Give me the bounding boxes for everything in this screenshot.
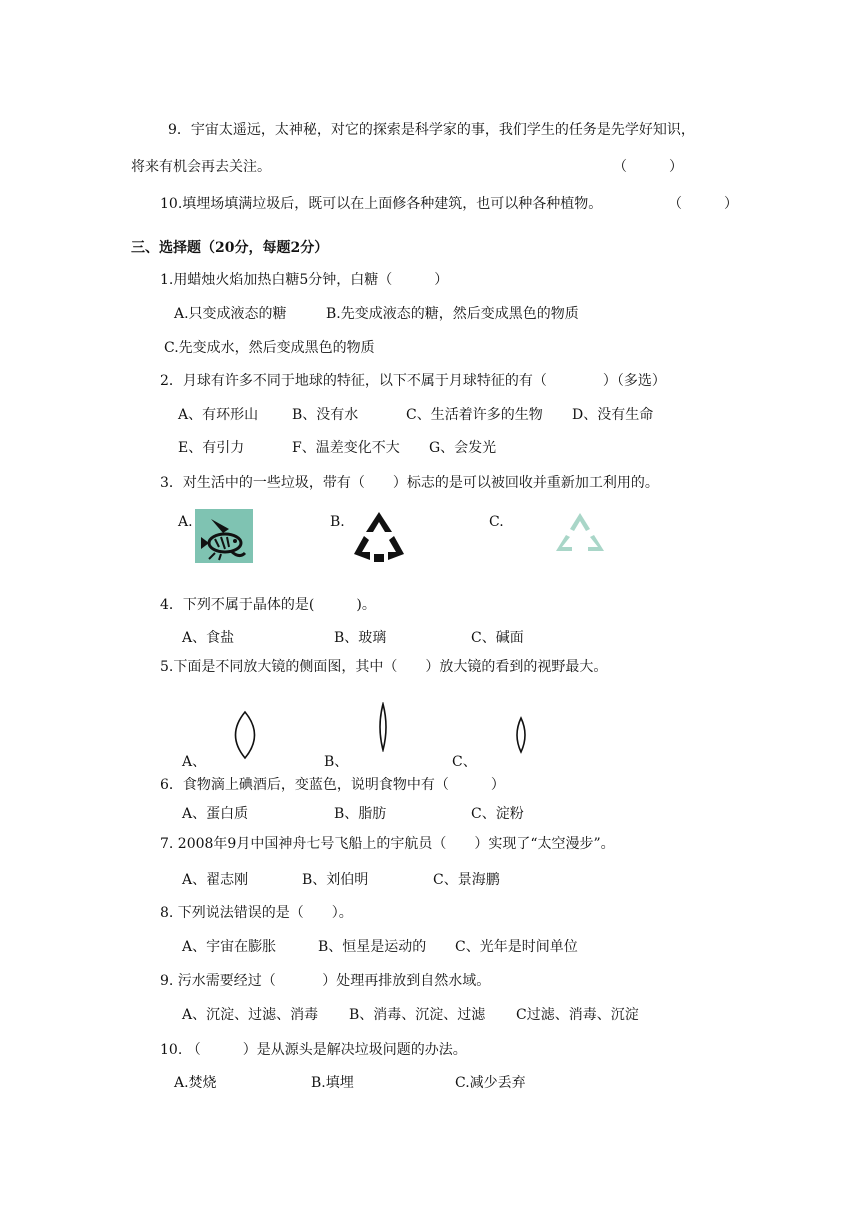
wide-lens-icon — [228, 710, 262, 760]
q5-option-a-label: A、 — [182, 754, 207, 770]
q4-option-a: A、食盐 — [182, 630, 235, 646]
q9-option-a: A、沉淀、过滤、消毒 — [182, 1007, 319, 1023]
q9-option-b: B、消毒、沉淀、过滤 — [349, 1007, 486, 1023]
q9-stem: 9. 污水需要经过（ ）处理再排放到自然水域。 — [160, 973, 491, 989]
q6-option-c: C、淀粉 — [471, 806, 524, 822]
q3-option-b-label: B. — [330, 514, 345, 530]
q1-option-a: A.只变成液态的糖 — [174, 306, 287, 322]
q2-option-d: D、没有生命 — [572, 407, 654, 423]
q5-option-c-label: C、 — [452, 754, 477, 770]
q2-option-c: C、生活着许多的生物 — [406, 407, 543, 423]
q6-stem: 6．食物滴上碘酒后，变蓝色，说明食物中有（ ） — [160, 777, 505, 793]
judge-q10-answer-paren: （ ） — [668, 196, 738, 212]
q2-option-e: E、有引力 — [178, 440, 245, 456]
narrow-lens-icon — [511, 716, 531, 754]
judge-q9-line2: 将来有机会再去关注。 — [131, 159, 271, 175]
q1-option-b: B.先变成液态的糖，然后变成黑色的物质 — [326, 306, 579, 322]
q2-option-f: F、温差变化不大 — [292, 440, 400, 456]
section-title: 三、选择题（20分，每题2分） — [131, 240, 329, 256]
q2-option-a: A、有环形山 — [178, 407, 259, 423]
q4-option-b: B、玻璃 — [334, 630, 387, 646]
q10-stem: 10. （ ）是从源头是解决垃圾问题的办法。 — [160, 1042, 467, 1058]
q1-option-c: C.先变成水，然后变成黑色的物质 — [164, 340, 375, 356]
q10-option-b: B.填埋 — [311, 1075, 354, 1091]
q3-option-c-label: C. — [489, 514, 504, 530]
q7-stem: 7. 2008年9月中国神舟七号飞船上的宇航员（ ）实现了“太空漫步”。 — [160, 836, 615, 852]
q5-option-b-label: B、 — [324, 754, 349, 770]
q6-option-a: A、蛋白质 — [182, 806, 249, 822]
q7-option-c: C、景海鹏 — [433, 872, 500, 888]
q8-option-c: C、光年是时间单位 — [455, 939, 578, 955]
thin-tall-lens-icon — [374, 702, 392, 752]
q10-option-a: A.焚烧 — [174, 1075, 217, 1091]
q1-stem: 1.用蜡烛火焰加热白糖5分钟，白糖（ ） — [160, 272, 449, 288]
q10-option-c: C.减少丢弃 — [455, 1075, 526, 1091]
pale-recycle-icon — [552, 507, 608, 559]
q8-option-b: B、恒星是运动的 — [318, 939, 427, 955]
q3-option-a-label: A. — [178, 514, 193, 530]
q5-stem: 5.下面是不同放大镜的侧面图，其中（ ）放大镜的看到的视野最大。 — [160, 659, 608, 675]
q4-stem: 4．下列不属于晶体的是( )。 — [160, 597, 376, 613]
judge-q10: 10.填埋场填满垃圾后，既可以在上面修各种建筑，也可以种各种植物。 — [160, 196, 603, 212]
judge-q9-answer-paren: （ ） — [613, 159, 683, 175]
q7-option-b: B、刘伯明 — [302, 872, 369, 888]
q9-option-c: C过滤、消毒、沉淀 — [516, 1007, 639, 1023]
q4-option-c: C、碱面 — [471, 630, 524, 646]
q8-stem: 8. 下列说法错误的是（ ）。 — [160, 905, 353, 921]
q8-option-a: A、宇宙在膨胀 — [182, 939, 277, 955]
trash-fish-icon — [195, 509, 253, 563]
q6-option-b: B、脂肪 — [334, 806, 387, 822]
q3-stem: 3．对生活中的一些垃圾，带有（ ）标志的是可以被回收并重新加工利用的。 — [160, 475, 659, 491]
q7-option-a: A、翟志刚 — [182, 872, 249, 888]
q2-option-g: G、会发光 — [429, 440, 497, 456]
judge-q9-line1: 9．宇宙太遥远，太神秘，对它的探索是科学家的事，我们学生的任务是先学好知识， — [168, 122, 695, 138]
black-recycle-icon — [352, 508, 406, 564]
q2-option-b: B、没有水 — [292, 407, 359, 423]
q2-stem: 2．月球有许多不同于地球的特征，以下不属于月球特征的有（ ）（多选） — [160, 373, 666, 389]
